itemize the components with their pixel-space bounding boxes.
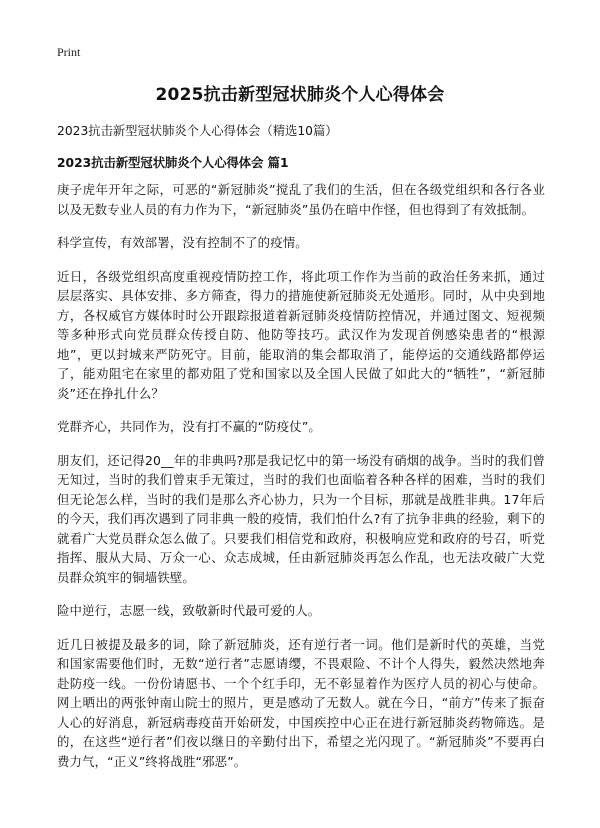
article-body	[57, 180, 545, 785]
paragraph-volunteers-heading: 险中逆行，志愿一线，致敬新时代最可爱的人。	[57, 603, 321, 618]
paragraph-sars-memory: 朋友们，还记得20__年的非典吗?那是我记忆中的第一场没有硝烟的战争。当时的我们曾无知过，当时的我们曾束手无策过，当时的我们也面临着各种各样的困难，当时的我们但无论怎么样，当时的我们是那么齐心协力，只为一个目标，那就是战胜非典。17年后的今天，我们再次遇到了同非典一般的疫情，我们怕什么?有了抗争非典的经验，剩下的就看广大党员群众怎么做了。只要我们相信党和政府，积极响应党和政府的号召，听党指挥、服从大局、万众一心、众志成城，任由新冠肺炎再怎么作乱，也无法攻破广大党员群众筑牢的铜墙铁壁。	[57, 452, 545, 585]
paragraph-unity-heading: 党群齐心，共同作为，没有打不赢的“防疫仗”。	[57, 419, 321, 434]
document-title: 2025抗击新型冠状肺炎个人心得体会	[155, 85, 445, 105]
section-heading: 2023抗击新型冠状肺炎个人心得体会 篇1	[57, 156, 289, 170]
document-subtitle: 2023抗击新型冠状肺炎个人心得体会（精选10篇）	[57, 124, 338, 138]
print-label: Print	[57, 45, 81, 59]
paragraph-deployment: 近日，各级党组织高度重视疫情防控工作，将此项工作作为当前的政治任务来抓，通过层层落实、具体安排、多方筛查，得力的措施使新冠肺炎无处遁形。同时，从中央到地方，各权威官方媒体时时公开跟踪报道着新冠肺炎疫情防控情况，并通过图文、短视频等多种形式向党员群众传授自防、他防等技巧。武汉作为发现首例感染患者的“根源地”，更以封城来严防死守。目前，能取消的集会都取消了，能停运的交通线路都停运了，能劝阻宅在家里的都劝阻了党和国家以及全国人民做了如此大的“牺牲”，“新冠肺炎”还在挣扎什么？	[57, 268, 545, 401]
paragraph-frontline: 近几日被提及最多的词，除了新冠肺炎，还有逆行者一词。他们是新时代的英雄，当党和国家需要他们时，无数“逆行者”志愿请缨，不畏艰险、不计个人得失，毅然决然地奔赴防疫一线。一份份请愿书、一个个红手印，无不彰显着作为医疗人员的初心与使命。网上晒出的两张钟南山院士的照片，更是感动了无数人。就在今日，“前方”传来了振奋人心的好消息，新冠病毒疫苗开始研发，中国疾控中心正在进行新冠肺炎药物筛选。是的，在这些“逆行者”们夜以继日的辛勤付出下，希望之光闪现了。“新冠肺炎”不要再白费力气，“正义”终将战胜“邪恶”。	[57, 636, 545, 769]
paragraph-science-heading: 科学宣传，有效部署，没有控制不了的疫情。	[57, 235, 308, 250]
paragraph-intro: 庚子虎年开年之际，可恶的“新冠肺炎”搅乱了我们的生活，但在各级党组织和各行各业以及无数专业人员的有力作为下，“新冠肺炎”虽仍在暗中作怪，但也得到了有效抵制。	[57, 182, 545, 217]
